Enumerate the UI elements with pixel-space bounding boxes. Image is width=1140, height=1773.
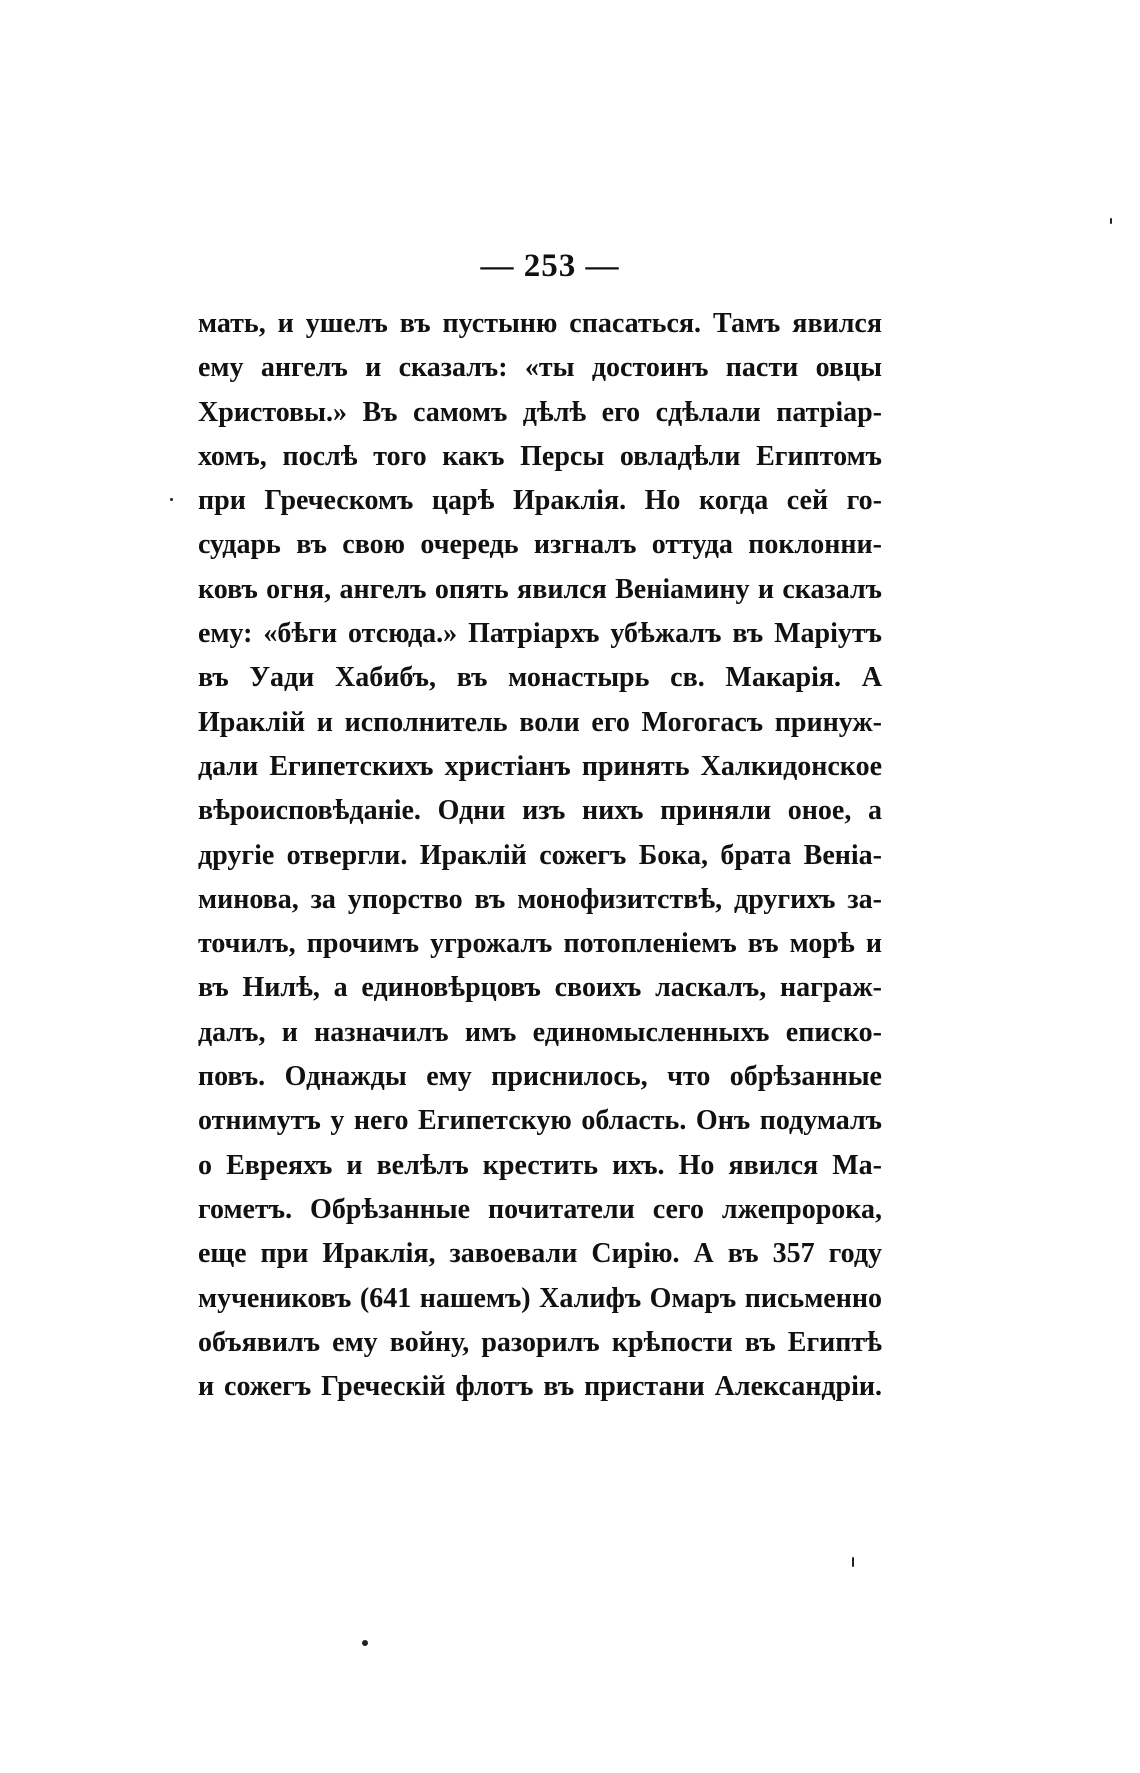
- text-line: хомъ, послѣ того какъ Персы овладѣли Египтомъ: [198, 440, 882, 472]
- text-line: вѣроисповѣданіе. Одни изъ нихъ приняли оное, а: [198, 795, 882, 827]
- text-line: дали Египетскихъ христіанъ принять Халкидонское: [198, 750, 882, 782]
- text-line: Христовы.» Въ самомъ дѣлѣ его сдѣлали патріар-: [198, 396, 882, 428]
- text-line: ему: «бѣги отсюда.» Патріархъ убѣжалъ въ Маріутъ: [198, 618, 882, 650]
- text-line: мать, и ушелъ въ пустыню спасаться. Тамъ явился: [198, 308, 882, 339]
- text-line: мучениковъ (641 нашемъ) Халифъ Омаръ письменно: [198, 1282, 882, 1314]
- text-line: ковъ огня, ангелъ опять явился Веніамину и сказалъ: [198, 573, 882, 605]
- ink-speck: [852, 1557, 854, 1567]
- text-line: другіе отвергли. Ираклій сожегъ Бока, брата Веніа-: [198, 839, 882, 871]
- text-line: въ Нилѣ, а единовѣрцовъ своихъ ласкалъ, награж-: [198, 972, 882, 1004]
- body-text: [198, 302, 882, 1409]
- text-line: отнимутъ у него Египетскую область. Онъ подумалъ: [198, 1105, 882, 1137]
- text-line: минова, за упорство въ монофизитствѣ, другихъ за-: [198, 883, 882, 915]
- text-line: далъ, и назначилъ имъ единомысленныхъ еписко-: [198, 1016, 882, 1048]
- text-line: ему ангелъ и сказалъ: «ты достоинъ пасти овцы: [198, 352, 882, 384]
- page-number: [0, 248, 1140, 285]
- text-line: точилъ, прочимъ угрожалъ потопленіемъ въ морѣ и: [198, 928, 882, 960]
- text-line: объявилъ ему войну, разорилъ крѣпости въ Египтѣ: [198, 1326, 882, 1358]
- text-line: о Евреяхъ и велѣлъ крестить ихъ. Но явился Ма-: [198, 1149, 882, 1181]
- text-line: еще при Ираклія, завоевали Сирію. А въ 357 году: [198, 1238, 882, 1270]
- text-line: въ Уади Хабибъ, въ монастырь св. Макарія. А: [198, 662, 882, 694]
- text-line: и сожегъ Греческій флотъ въ пристани Александріи.: [198, 1371, 882, 1403]
- text-line: сударь въ свою очередь изгналъ оттуда поклонни-: [198, 529, 882, 561]
- text-line: гометъ. Обрѣзанные почитатели сего лжепророка,: [198, 1193, 882, 1225]
- text-line: при Греческомъ царѣ Ираклія. Но когда сей го-: [198, 485, 882, 517]
- page-number-text: — 253 —: [480, 248, 620, 284]
- ink-speck: [1110, 218, 1112, 224]
- ink-speck: [362, 1640, 368, 1646]
- text-line: повъ. Однажды ему приснилось, что обрѣзанные: [198, 1061, 882, 1093]
- text-line: Ираклій и исполнитель воли его Могогасъ принуж-: [198, 706, 882, 738]
- ink-speck: [170, 498, 173, 501]
